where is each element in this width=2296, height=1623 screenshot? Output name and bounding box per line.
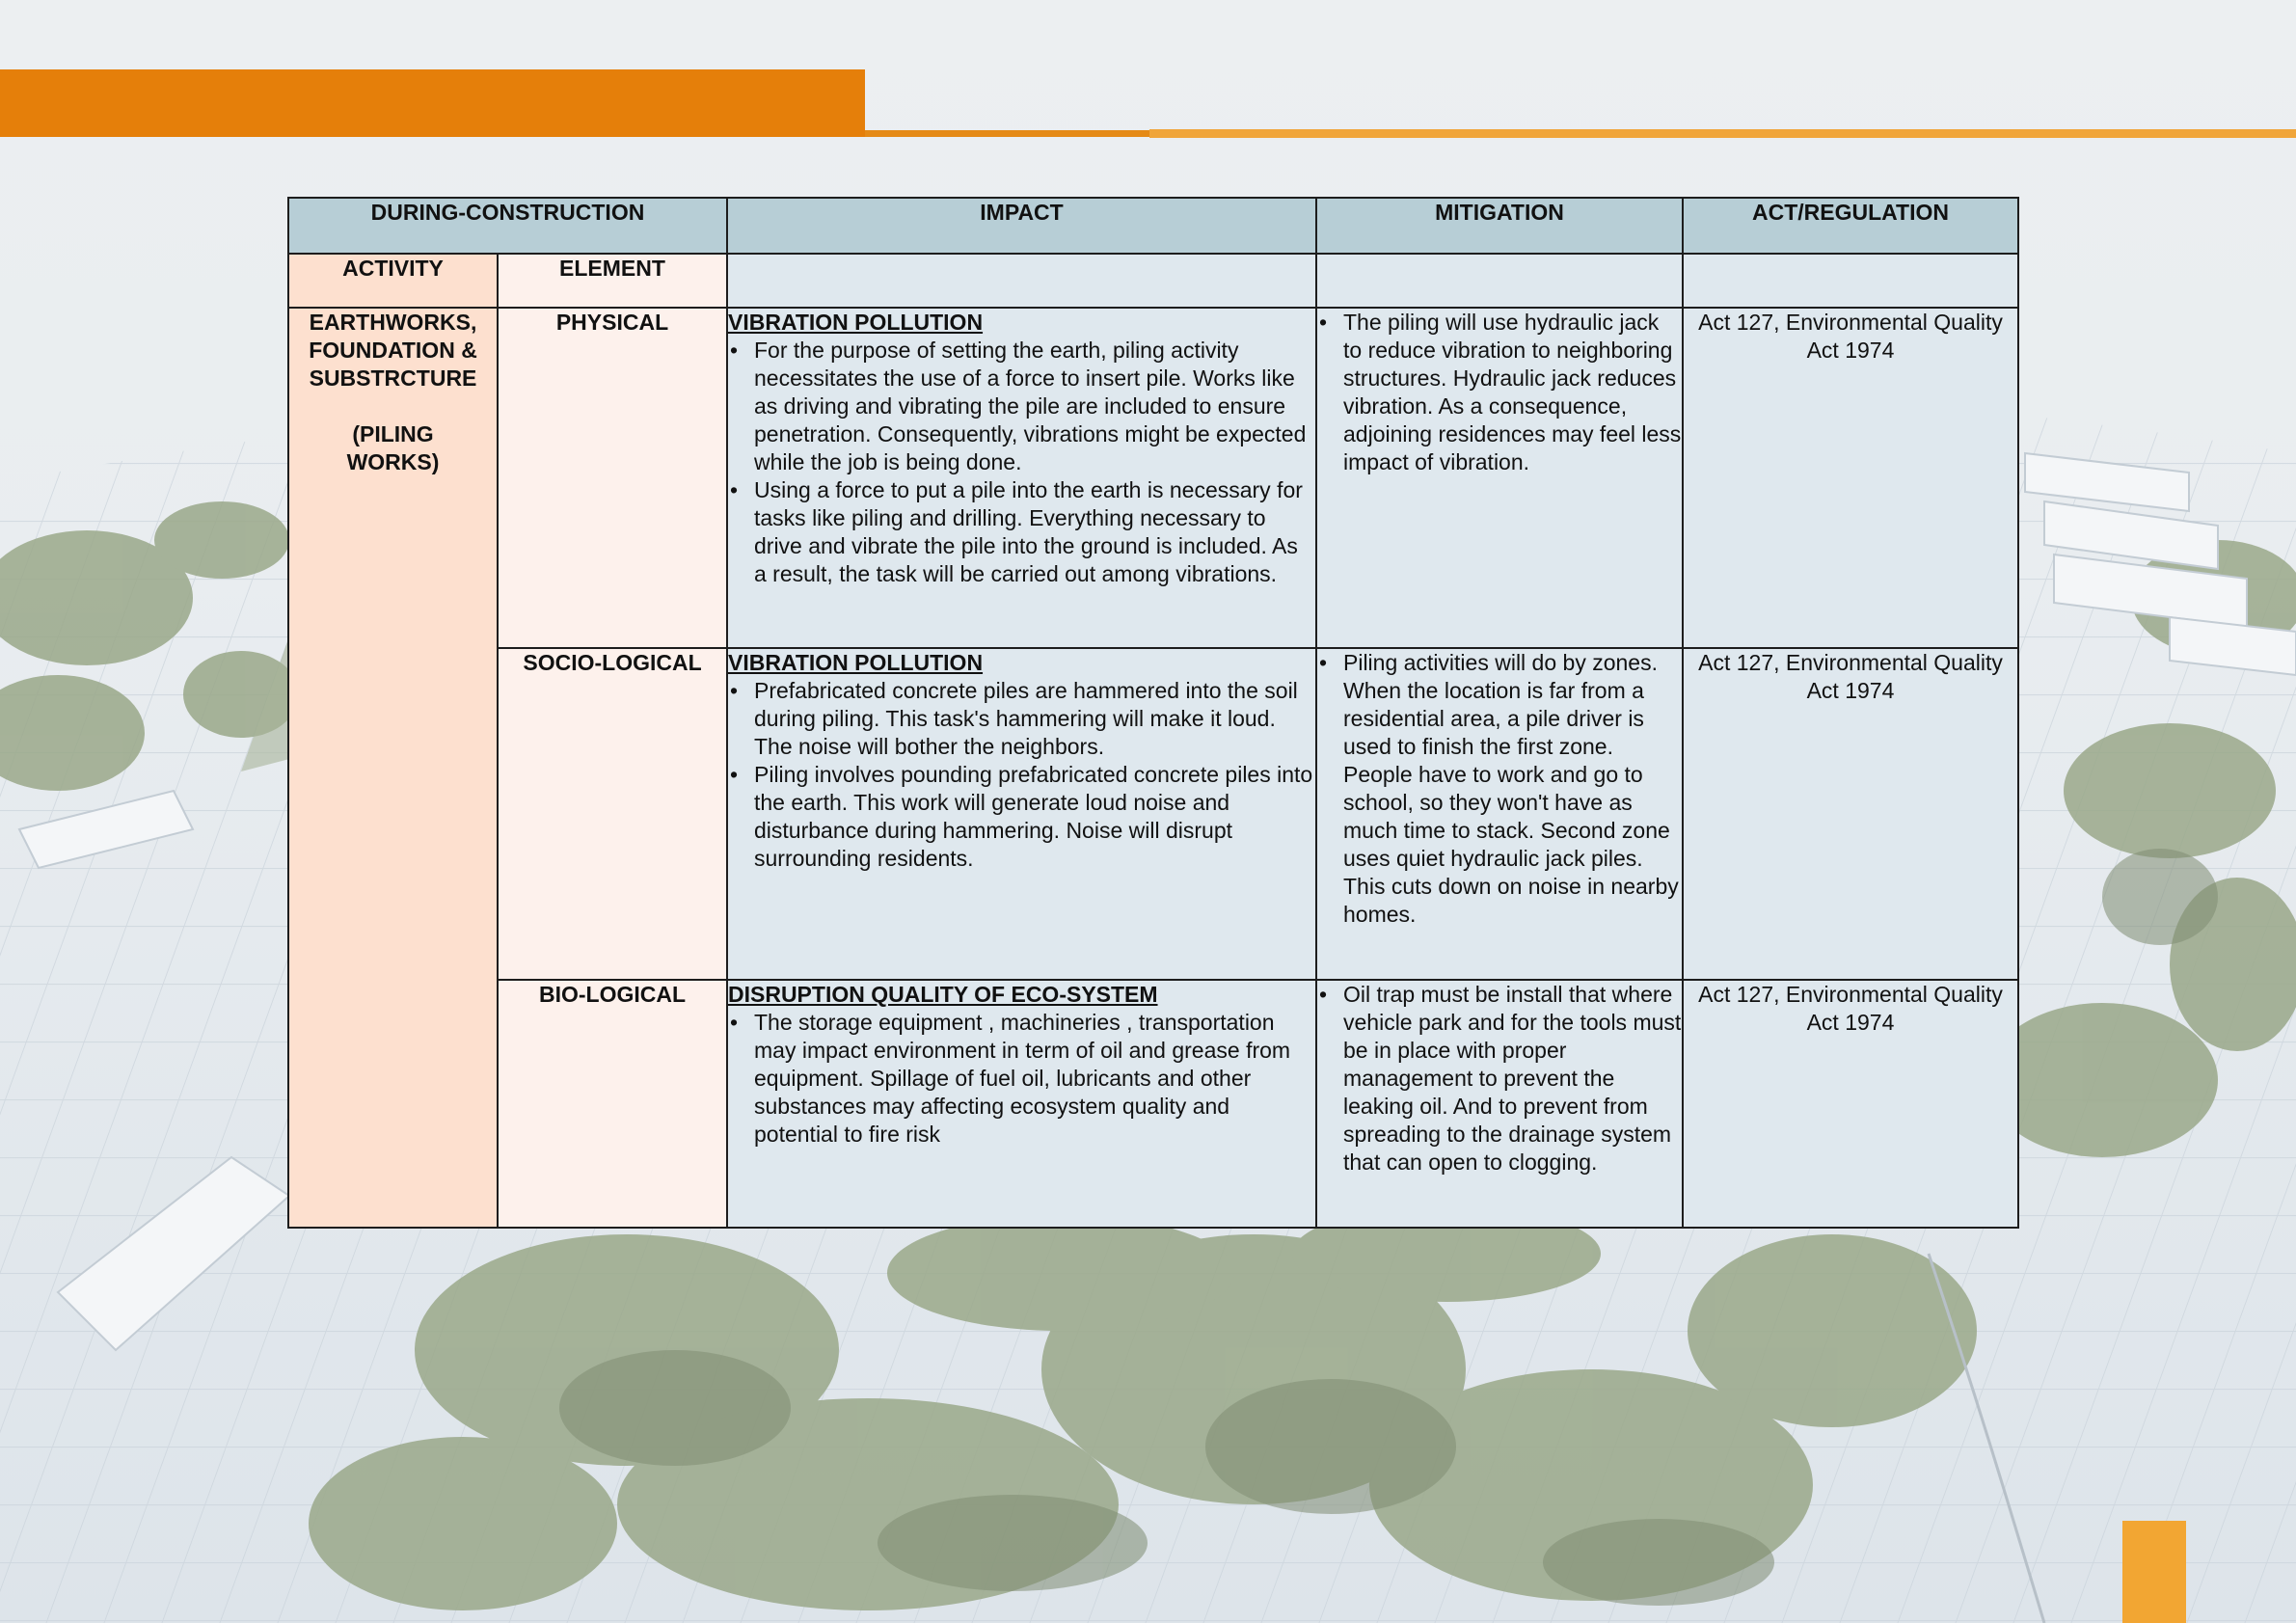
list-item: • Piling activities will do by zones. When the location is far from a residential area, a pile driver is used to finish the first zone. People have to work and go to school, so they won't have as much time to stack. Second zone uses quiet hydraulic jack piles. This cuts down on noise in nearby homes. (1343, 649, 1682, 929)
impact-title: DISRUPTION QUALITY OF ECO-SYSTEM (728, 982, 1158, 1007)
mitigation-list (1317, 309, 1682, 476)
list-item: • Prefabricated concrete piles are hammered into the soil during piling. This task's hammering will make it loud. The noise will bother the neighbors. (754, 677, 1315, 761)
impact-mitigation-table (287, 197, 2019, 1229)
impact-cell (727, 308, 1316, 648)
mitigation-cell (1316, 648, 1683, 980)
element-cell: PHYSICAL (498, 308, 727, 648)
header-act-regulation: ACT/REGULATION (1683, 198, 2018, 254)
activity-line: SUBSTRCTURE (309, 365, 477, 391)
impact-list (728, 1009, 1315, 1149)
subheader-act-empty (1683, 254, 2018, 308)
mitigation-list (1317, 649, 1682, 929)
subheader-mitigation-empty (1316, 254, 1683, 308)
header-row (288, 198, 2018, 254)
impact-title: VIBRATION POLLUTION (728, 310, 984, 335)
table-row (288, 648, 2018, 980)
header-during-construction: DURING-CONSTRUCTION (288, 198, 727, 254)
list-item: • Using a force to put a pile into the earth is necessary for tasks like piling and drilling. Everything necessary to drive and vibrate the pile into the ground is included. As a result, the task will be carried out among vibrations. (754, 476, 1315, 588)
activity-line: EARTHWORKS, (309, 310, 477, 335)
act-cell: Act 127, Environmental Quality Act 1974 (1683, 648, 2018, 980)
header-accent-bar (0, 69, 865, 137)
impact-list (728, 337, 1315, 588)
mitigation-cell (1316, 980, 1683, 1228)
mitigation-cell (1316, 308, 1683, 648)
list-item: • Piling involves pounding prefabricated concrete piles into the earth. This work will generate loud noise and disturbance during hammering. Noise will disrupt surrounding residents. (754, 761, 1315, 873)
header-impact: IMPACT (727, 198, 1316, 254)
activity-line: WORKS) (346, 449, 440, 474)
subheader-element: ELEMENT (498, 254, 727, 308)
activity-line: FOUNDATION & (309, 338, 477, 363)
header-accent-line-dark (865, 130, 1149, 137)
subheader-row (288, 254, 2018, 308)
mitigation-list (1317, 981, 1682, 1177)
element-cell: SOCIO-LOGICAL (498, 648, 727, 980)
list-item: • For the purpose of setting the earth, piling activity necessitates the use of a force to insert pile. Works like as driving and vibrating the pile are included to ensure penetration. Consequently, vibrations might be expected while the job is being done. (754, 337, 1315, 476)
list-item: • The piling will use hydraulic jack to reduce vibration to neighboring structures. Hydraulic jack reduces vibration. As a consequence, adjoining residences may feel less impact of vibration. (1343, 309, 1682, 476)
header-accent-line (1149, 129, 2296, 138)
impact-cell (727, 648, 1316, 980)
impact-list (728, 677, 1315, 873)
act-cell: Act 127, Environmental Quality Act 1974 (1683, 980, 2018, 1228)
impact-cell (727, 980, 1316, 1228)
activity-cell (288, 308, 498, 1228)
impact-title: VIBRATION POLLUTION (728, 650, 984, 675)
table-row (288, 308, 2018, 648)
header-mitigation: MITIGATION (1316, 198, 1683, 254)
table-row (288, 980, 2018, 1228)
page-corner-accent (2122, 1521, 2186, 1623)
element-cell: BIO-LOGICAL (498, 980, 727, 1228)
list-item: • Oil trap must be install that where vehicle park and for the tools must be in place with proper management to prevent the leaking oil. And to prevent from spreading to the drainage system that can open to clogging. (1343, 981, 1682, 1177)
list-item: • The storage equipment , machineries , transportation may impact environment in term of oil and grease from equipment. Spillage of fuel oil, lubricants and other substances may affecting ecosystem quality and potential to fire risk (754, 1009, 1315, 1149)
subheader-impact-empty (727, 254, 1316, 308)
act-cell: Act 127, Environmental Quality Act 1974 (1683, 308, 2018, 648)
subheader-activity: ACTIVITY (288, 254, 498, 308)
activity-line: (PILING (352, 421, 434, 446)
